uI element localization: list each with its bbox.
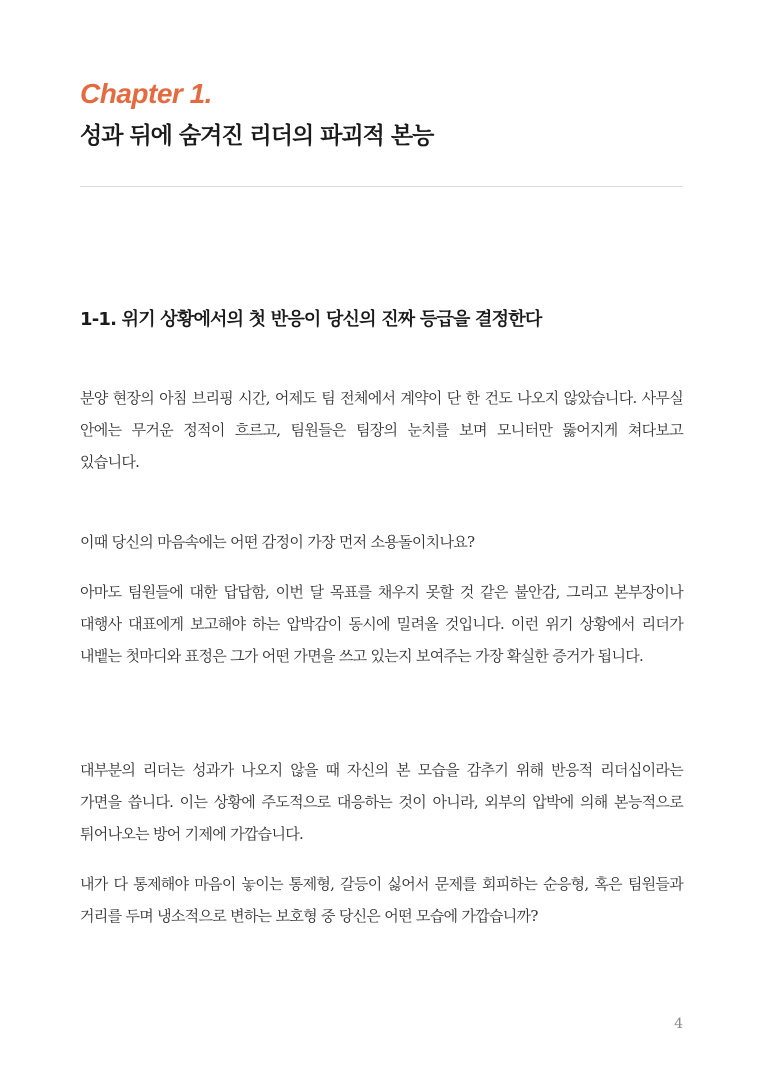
chapter-label: Chapter 1. [80,78,212,109]
body-paragraph-2: 이때 당신의 마음속에는 어떤 감정이 가장 먼저 소용돌이치나요? [80,533,475,551]
body-paragraph-5: 내가 다 통제해야 마음이 놓이는 통제형, 갈등이 싫어서 문제를 회피하는 순응형, 혹은 팀원들과 거리를 두며 냉소적으로 변하는 보호형 중 당신은 어떤 모습에 가깝습니까? [80,875,683,925]
page-number: 4 [674,1016,683,1032]
chapter-title: 성과 뒤에 숨겨진 리더의 파괴적 본능 [80,123,434,149]
body-paragraph-1: 분양 현장의 아침 브리핑 시간, 어제도 팀 전체에서 계약이 단 한 건도 나오지 않았습니다. 사무실 안에는 무거운 정적이 흐르고, 팀원들은 팀장의 눈치를 보며 모니터만 뚫어지게 쳐다보고 있습니다. [80,389,683,471]
title-divider [80,186,683,187]
section-heading: 1-1. 위기 상황에서의 첫 반응이 당신의 진짜 등급을 결정한다 [80,309,542,330]
body-paragraph-4: 대부분의 리더는 성과가 나오지 않을 때 자신의 본 모습을 감추기 위해 반응적 리더십이라는 가면을 씁니다. 이는 상황에 주도적으로 대응하는 것이 아니라, 외부의 압박에 의해 본능적으로 튀어나오는 방어 기제에 가깝습니다. [80,761,683,843]
body-paragraph-3: 아마도 팀원들에 대한 답답함, 이번 달 목표를 채우지 못할 것 같은 불안감, 그리고 본부장이나 대행사 대표에게 보고해야 하는 압박감이 동시에 밀려올 것입니다. 이런 위기 상황에서 리더가 내뱉는 첫마디와 표정은 그가 어떤 가면을 쓰고 있는지 보여주는 가장 확실한 증거가 됩니다. [80,583,683,665]
